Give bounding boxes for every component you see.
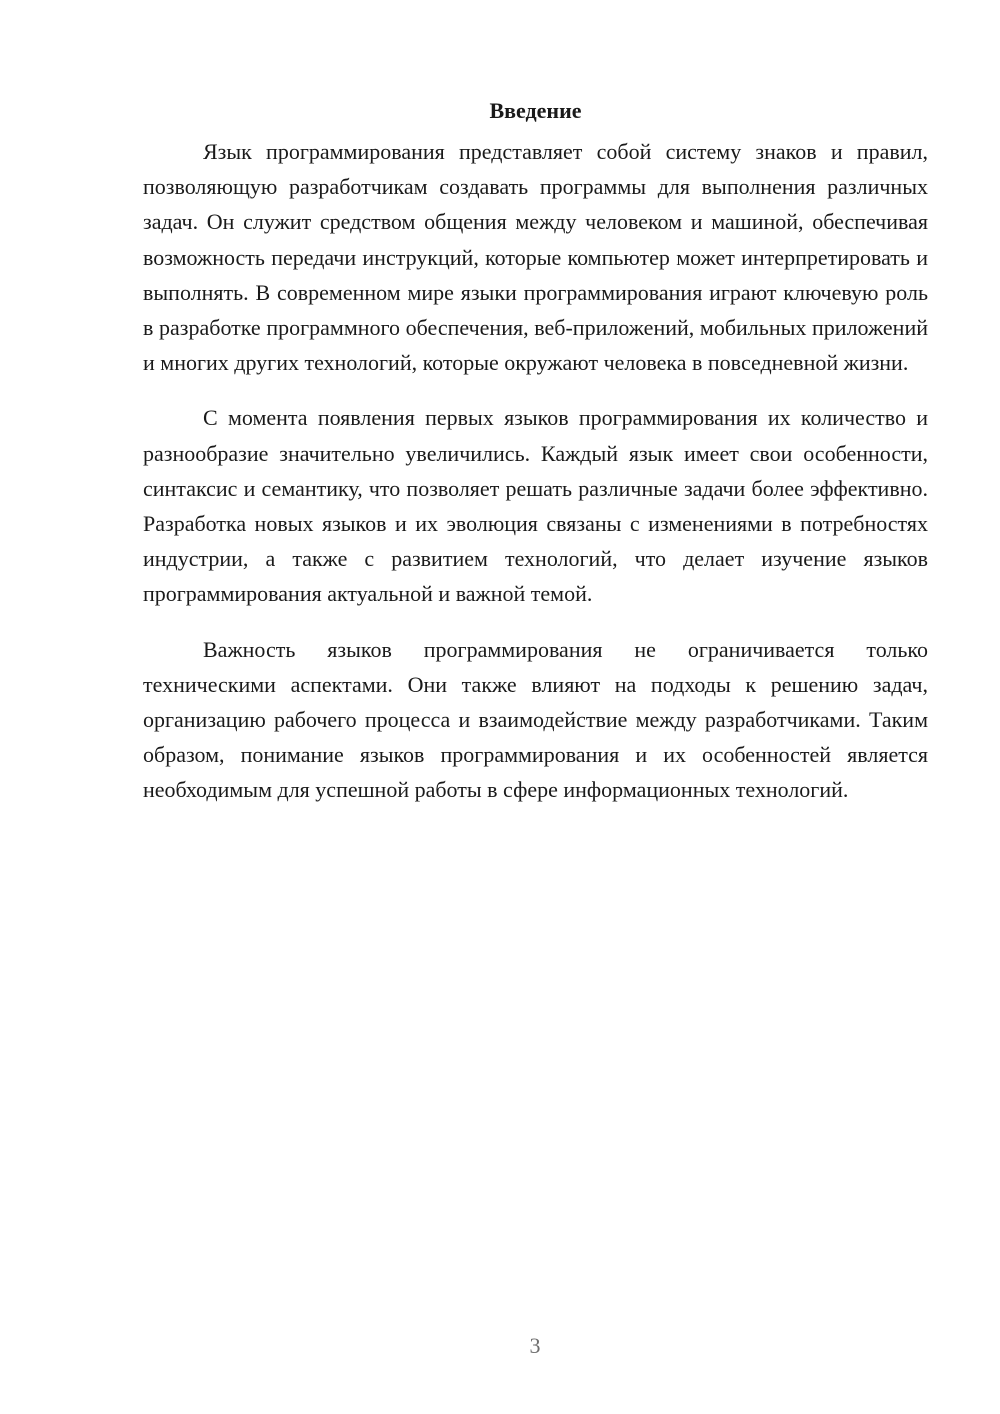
paragraph-1: Язык программирования представляет собой систему знаков и правил, позволяющую разработчикам создавать программы для выполнения различных задач. Он служит средством общения между человеком и машиной, обеспечивая возможность передачи инструкций, которые компьютер может интерпретировать и выполнять. В современном мире языки программирования играют ключевую роль в разработке программного обеспечения, веб-приложений, мобильных приложений и многих других технологий, которые окружают человека в повседневной жизни. [143, 139, 928, 376]
page-number: 3 [529, 1333, 541, 1358]
paragraph-2: С момента появления первых языков программирования их количество и разнообразие значительно увеличились. Каждый язык имеет свои особенности, синтаксис и семантику, что позволяет решать различные задачи более эффективно. Разработка новых языков и их эволюция связаны с изменениями в потребностях индустрии, а также с развитием технологий, что делает изучение языков программирования актуальной и важной темой. [143, 405, 928, 607]
page-content [143, 88, 928, 828]
section-title: Введение [489, 98, 582, 123]
paragraph-3: Важность языков программирования не ограничивается только техническими аспектами. Они также влияют на подходы к решению задач, организацию рабочего процесса и взаимодействие между разработчиками. Таким образом, понимание языков программирования и их особенностей является необходимым для успешной работы в сфере информационных технологий. [143, 636, 928, 803]
